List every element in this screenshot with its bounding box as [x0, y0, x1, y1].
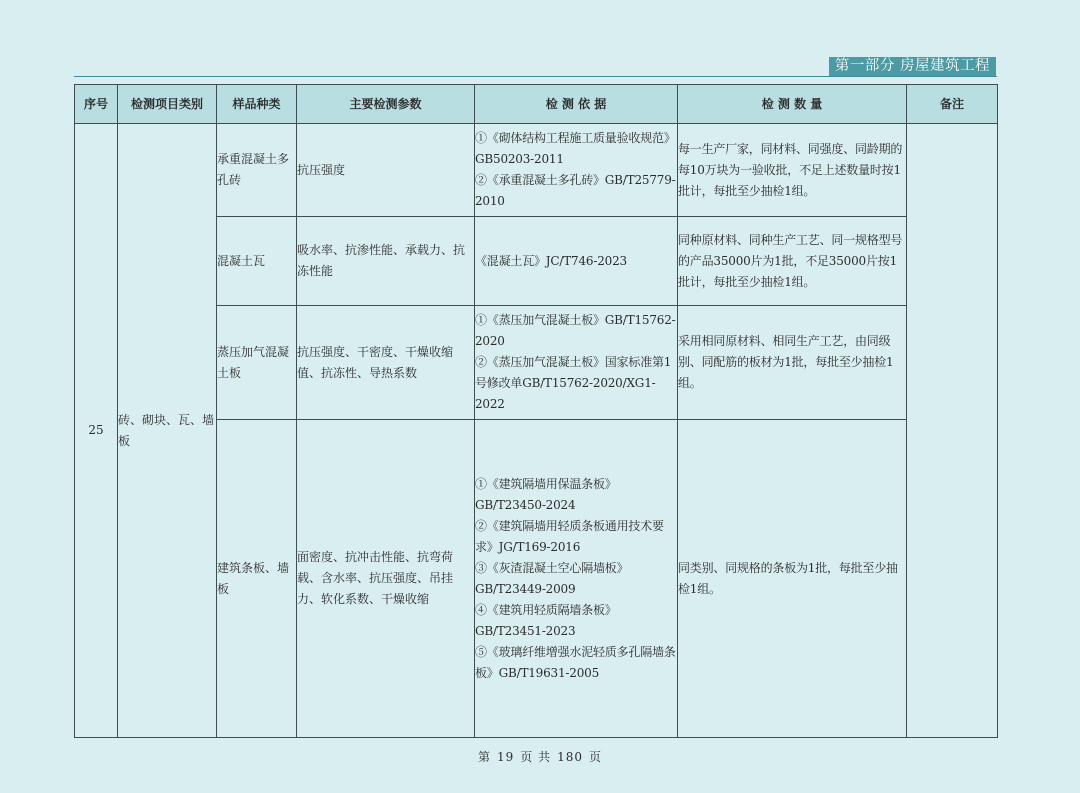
section-header: 第一部分 房屋建筑工程 — [829, 57, 996, 76]
inspection-table — [74, 84, 998, 738]
basis-item: ②《建筑隔墙用轻质条板通用技术要求》JG/T169-2016 — [475, 518, 664, 554]
test-quantity: 同类别、同规格的条板为1批，每批至少抽检1组。 — [678, 420, 907, 738]
col-header-basis: 检 测 依 据 — [475, 85, 678, 124]
basis-item: ①《砌体结构工程施工质量验收规范》GB50203-2011 — [475, 131, 676, 166]
table-row — [75, 124, 998, 217]
main-params: 面密度、抗冲击性能、抗弯荷载、含水率、抗压强度、吊挂力、软化系数、干燥收缩 — [297, 420, 475, 738]
basis-item: ②《承重混凝土多孔砖》GB/T25779-2010 — [475, 173, 676, 208]
page-footer — [0, 748, 1080, 765]
col-header-sample: 样品种类 — [217, 85, 297, 124]
basis-item: ⑤《玻璃纤维增强水泥轻质多孔隔墙条板》GB/T19631-2005 — [475, 644, 676, 680]
table-header-row — [75, 85, 998, 124]
col-header-params: 主要检测参数 — [297, 85, 475, 124]
footer-middle: 页 共 — [520, 750, 552, 764]
basis-item: ①《建筑隔墙用保温条板》GB/T23450-2024 — [475, 476, 617, 512]
basis-item: ④《建筑用轻质隔墙条板》GB/T23451-2023 — [475, 602, 617, 638]
row-number: 25 — [75, 124, 118, 738]
sample-type: 混凝土瓦 — [217, 217, 297, 306]
col-header-number: 序号 — [75, 85, 118, 124]
col-header-remark: 备注 — [907, 85, 998, 124]
row-category: 砖、砌块、瓦、墙板 — [118, 124, 217, 738]
basis-item: ③《灰渣混凝土空心隔墙板》GB/T23449-2009 — [475, 560, 629, 596]
main-params: 吸水率、抗渗性能、承载力、抗冻性能 — [297, 217, 475, 306]
page-number: 19 — [496, 750, 515, 764]
test-quantity: 采用相同原材料、相同生产工艺，由同级别、同配筋的板材为1批，每批至少抽检1组。 — [678, 306, 907, 420]
test-quantity: 每一生产厂家，同材料、同强度、同龄期的每10万块为一验收批，不足上述数量时按1批计，每批至少抽检1组。 — [678, 124, 907, 217]
test-basis — [475, 124, 678, 217]
test-basis — [475, 420, 678, 738]
test-basis — [475, 217, 678, 306]
basis-item: ②《蒸压加气混凝土板》国家标准第1号修改单GB/T15762-2020/XG1-2022 — [475, 355, 672, 411]
col-header-quantity: 检 测 数 量 — [678, 85, 907, 124]
test-quantity: 同种原材料、同种生产工艺、同一规格型号的产品35000片为1批，不足35000片按1批计，每批至少抽检1组。 — [678, 217, 907, 306]
sample-type: 建筑条板、墙板 — [217, 420, 297, 738]
main-params: 抗压强度 — [297, 124, 475, 217]
basis-item: ①《蒸压加气混凝土板》GB/T15762-2020 — [475, 313, 676, 348]
main-params: 抗压强度、干密度、干燥收缩值、抗冻性、导热系数 — [297, 306, 475, 420]
test-basis — [475, 306, 678, 420]
sample-type: 蒸压加气混凝土板 — [217, 306, 297, 420]
basis-item: 《混凝土瓦》JC/T746-2023 — [475, 253, 627, 268]
page-total: 180 — [557, 750, 583, 764]
sample-type: 承重混凝土多孔砖 — [217, 124, 297, 217]
row-remark — [907, 124, 998, 738]
footer-prefix: 第 — [477, 750, 491, 764]
col-header-category: 检测项目类别 — [118, 85, 217, 124]
header-rule — [74, 76, 997, 77]
footer-suffix: 页 — [589, 750, 603, 764]
